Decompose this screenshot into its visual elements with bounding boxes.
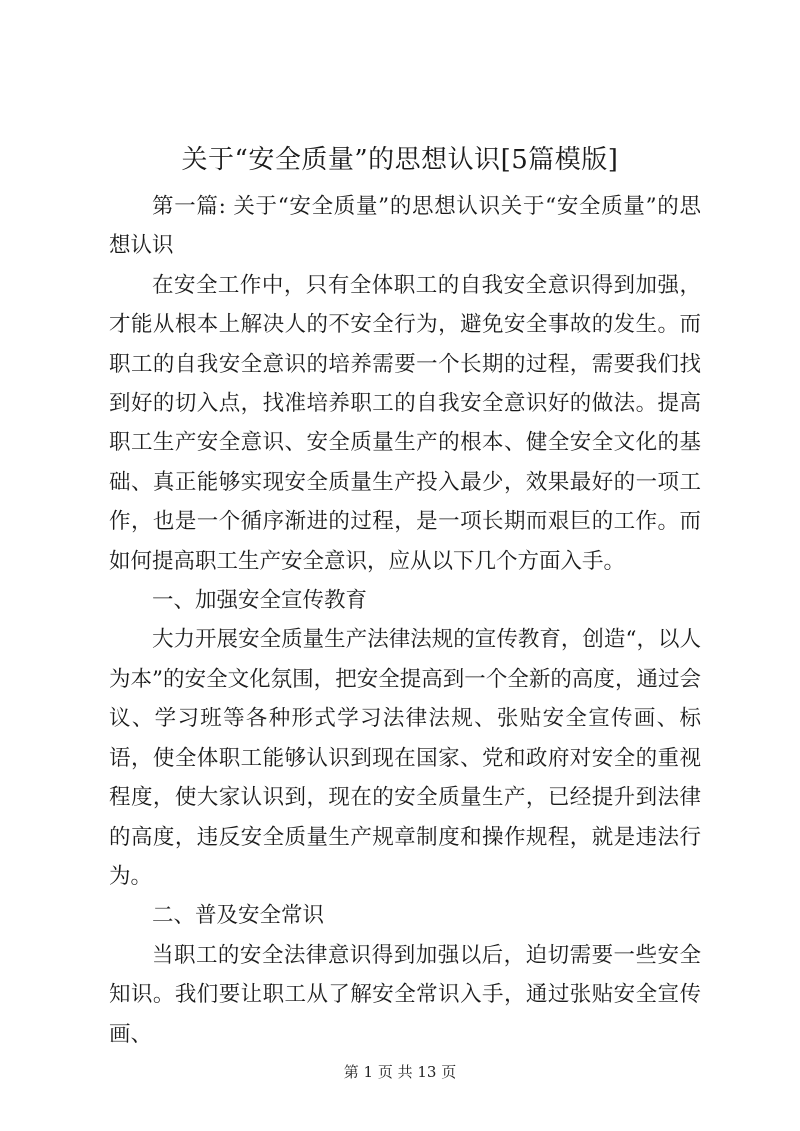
section-heading-1: 一、加强安全宣传教育 — [152, 588, 368, 614]
document-title: 关于“安全质量”的思想认识[5篇模版] — [181, 145, 619, 175]
page-footer: 第 1 页 共 13 页 — [343, 1063, 457, 1081]
paragraph-intro: 在安全工作中，只有全体职工的自我安全意识得到加强，才能从根本上解决人的不安全行为，避免安全事故的发生。而职工的自我安全意识的培养需要一个长期的过程，需要我们找到好的切入点，找准培养职工的自我安全意识好的做法。提高职工生产安全意识、安全质量生产的根本、健全安全文化的基础、真正能够实现安全质量生产投入最少，效果最好的一项工作，也是一个循序渐进的过程，是一项长期而艰巨的工作。而如何提高职工生产安全意识，应从以下几个方面入手。 — [109, 272, 701, 574]
document-body — [109, 187, 701, 1054]
section-heading-2: 二、普及安全常识 — [152, 903, 325, 929]
paragraph-section-1: 大力开展安全质量生产法律法规的宣传教育，创造“，以人为本”的安全文化氛围，把安全提高到一个全新的高度，通过会议、学习班等各种形式学习法律法规、张贴安全宣传画、标语，使全体职工能够认识到现在国家、党和政府对安全的重视程度，使大家认识到，现在的安全质量生产，已经提升到法律的高度，违反安全质量生产规章制度和操作规程，就是违法行为。 — [109, 627, 701, 889]
paragraph-section-2: 当职工的安全法律意识得到加强以后，迫切需要一些安全知识。我们要让职工从了解安全常识入手，通过张贴安全宣传画、 — [109, 942, 701, 1047]
paragraph-article-heading: 第一篇: 关于“安全质量”的思想认识关于“安全质量”的思想认识 — [109, 194, 701, 259]
